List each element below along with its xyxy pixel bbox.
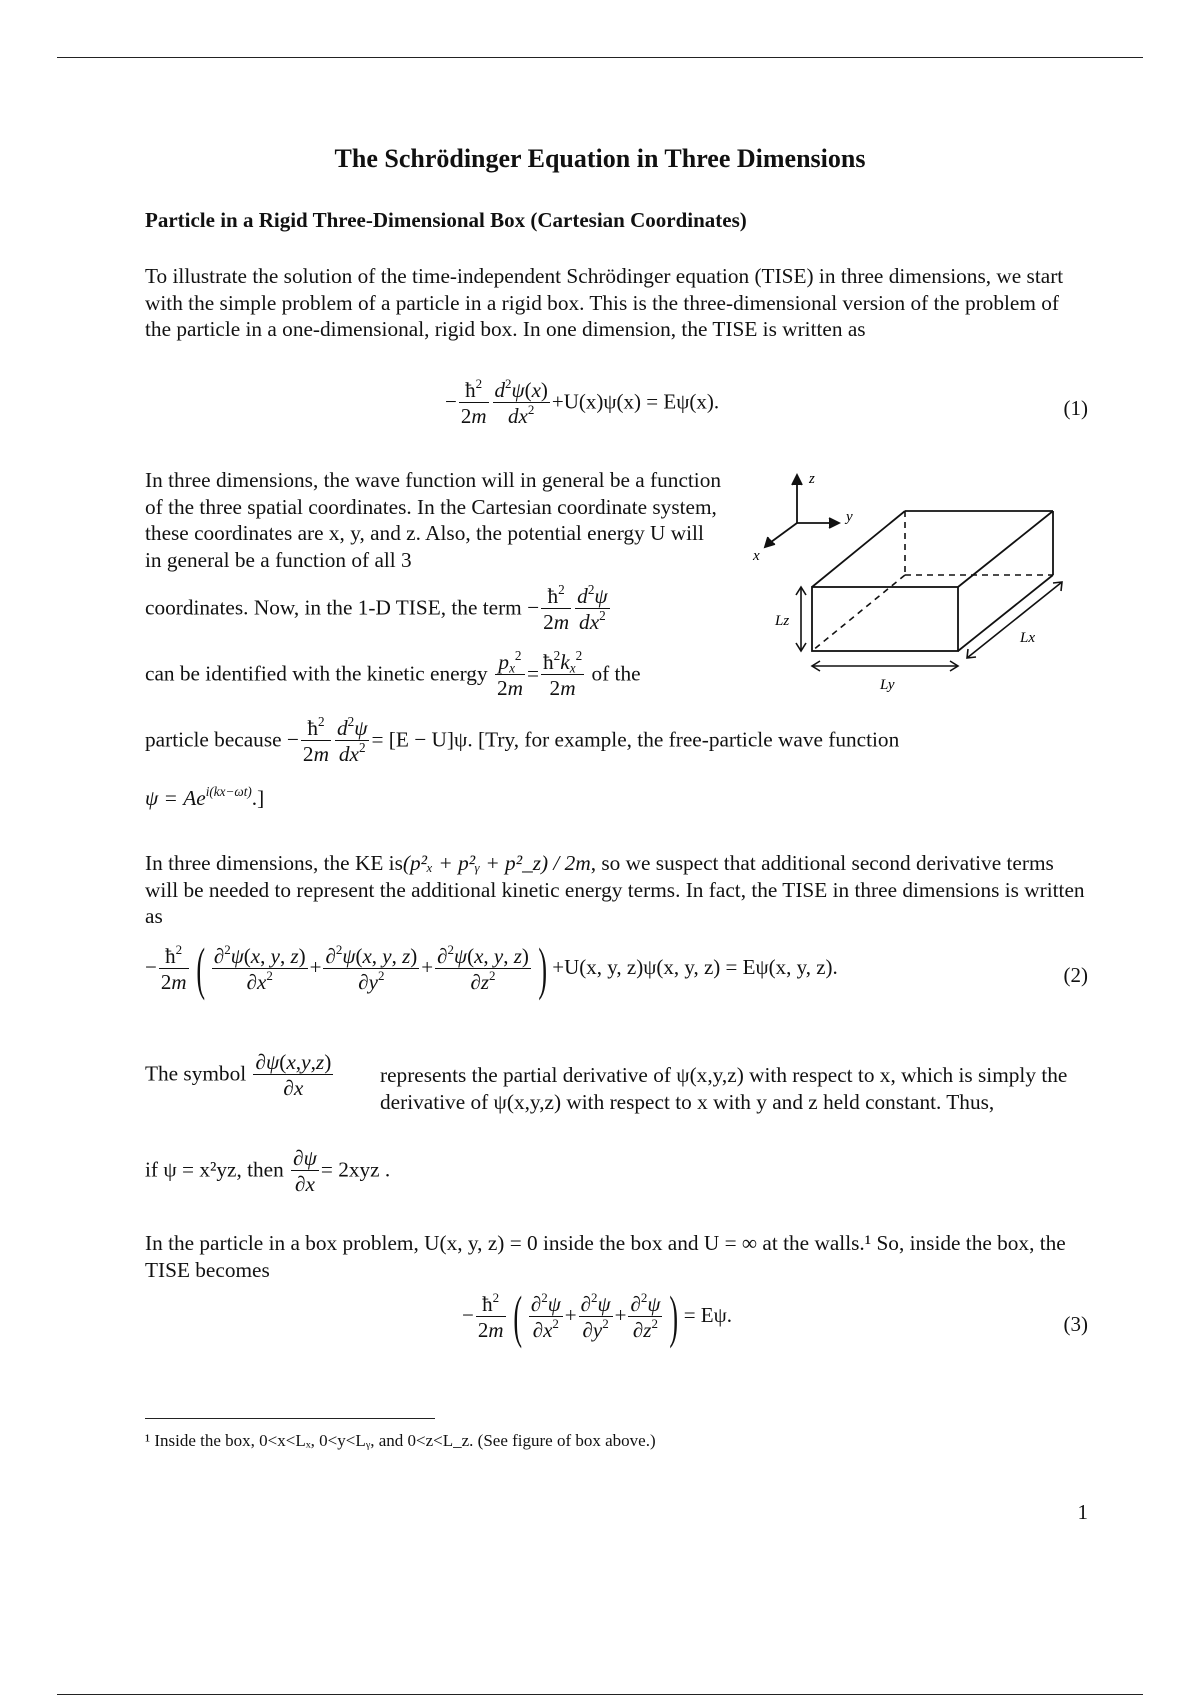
- label-ly: Ly: [880, 677, 895, 693]
- intro-paragraph: To illustrate the solution of the time-independent Schrödinger equation (TISE) in three dimensions, we start with the simple problem of a particle in a rigid box. This is the three-dimensional version of the problem of the particle in a one-dimensional, rigid box. In one dimension, the TISE is written as: [145, 264, 1064, 341]
- section-heading: Particle in a Rigid Three-Dimensional Box (Cartesian Coordinates): [145, 208, 747, 232]
- dimension-arrows: [796, 582, 1062, 671]
- label-lz: Lz: [775, 613, 790, 629]
- paragraph-2-wavefunction: $\psi = Ae^{i(kx-\omega t)}$.]: [145, 783, 265, 810]
- axis-label-x: x: [753, 548, 760, 564]
- equation-2: − $\frac{ħ^2}{2m}$ ( $\frac{\partial^2\psi(x, y, z)}{\partial x^2}$ + $\frac{\partial^2\psi(x, y, z)}{\partial y^2}$ + $\frac{\partial^2\psi(x, y, z)}{\partial z^2}$ ) +U(x, y, z)ψ(x, y, z) = Eψ(x, y, z).: [145, 936, 838, 1001]
- label-lx: Lx: [1020, 630, 1035, 646]
- paragraph-5: In the particle in a box problem, U(x, y, z) = 0 inside the box and U = ∞ at the walls.¹ So, inside the box, the TISE becomes: [145, 1231, 1066, 1282]
- coordinate-axes: [765, 475, 839, 547]
- box-hidden-edges: [812, 511, 1053, 651]
- equation-1-number: (1): [1063, 396, 1088, 420]
- paragraph-2-term: coordinates. Now, in the 1-D TISE, the term − $\frac{ħ^2}{2m}$ $\frac{d^2\psi}{dx^2}$: [145, 581, 608, 634]
- paragraph-4-example: if ψ = x²yz, then $\frac{\partial\psi}{\partial x}$ = 2xyz .: [145, 1146, 391, 1196]
- paragraph-2: In three dimensions, the wave function will in general be a function of the three spatial coordinates. In the Cartesian coordinate system, these coordinates are x, y, and z. Also, the potential energy U will in general be a function of all 3: [145, 468, 722, 572]
- top-rule: [57, 57, 1143, 58]
- box-outline: [812, 511, 1053, 651]
- equation-3-number: (3): [1063, 1312, 1088, 1336]
- box-figure: [740, 465, 1070, 695]
- paragraph-2-because: particle because − $\frac{ħ^2}{2m}$ $\frac{d^2\psi}{dx^2}$ = [E − U]ψ. [Try, for example, the free-particle wave function: [145, 713, 900, 766]
- axis-label-y: y: [846, 509, 853, 525]
- bottom-rule: [57, 1694, 1143, 1695]
- paragraph-4-line1: The symbol $\frac{\partial\psi(x,y,z)}{\partial x}$: [145, 1050, 332, 1100]
- equation-3: − $\frac{ħ^2}{2m}$ ( $\frac{\partial^2\psi}{\partial x^2}$ + $\frac{\partial^2\psi}{\partial y^2}$ + $\frac{\partial^2\psi}{\partial z^2}$ ) = Eψ.: [462, 1284, 733, 1349]
- footnote: ¹ Inside the box, 0<x<Lₓ, 0<y<Lᵧ, and 0<z<L_z. (See figure of box above.): [145, 1431, 656, 1450]
- axis-label-z: z: [809, 471, 815, 487]
- equation-2-number: (2): [1063, 963, 1088, 987]
- paragraph-4: represents the partial derivative of ψ(x,y,z) with respect to x, which is simply the derivative of ψ(x,y,z) with respect to x with y and z held constant. Thus,: [380, 1063, 1068, 1114]
- paragraph-3: In three dimensions, the KE is(p²ₓ + p²ᵧ + p²_z) / 2m, so we suspect that additional second derivative terms will be needed to represent the additional kinetic energy terms. In fact, the TISE in three dimensions is written as: [145, 851, 1085, 928]
- footnote-rule: [145, 1418, 435, 1419]
- paragraph-2-ke: can be identified with the kinetic energy $\frac{p_x^2}{2m}$ = $\frac{ħ^2k_x^2}{2m}$ of the: [145, 647, 641, 700]
- equation-1: − $\frac{ħ^2}{2m}$ $\frac{d^2\psi(x)}{dx^2}$ +U(x)ψ(x) = Eψ(x).: [445, 375, 720, 428]
- page-title: The Schrödinger Equation in Three Dimensions: [334, 144, 866, 173]
- page-number: 1: [1077, 1500, 1088, 1524]
